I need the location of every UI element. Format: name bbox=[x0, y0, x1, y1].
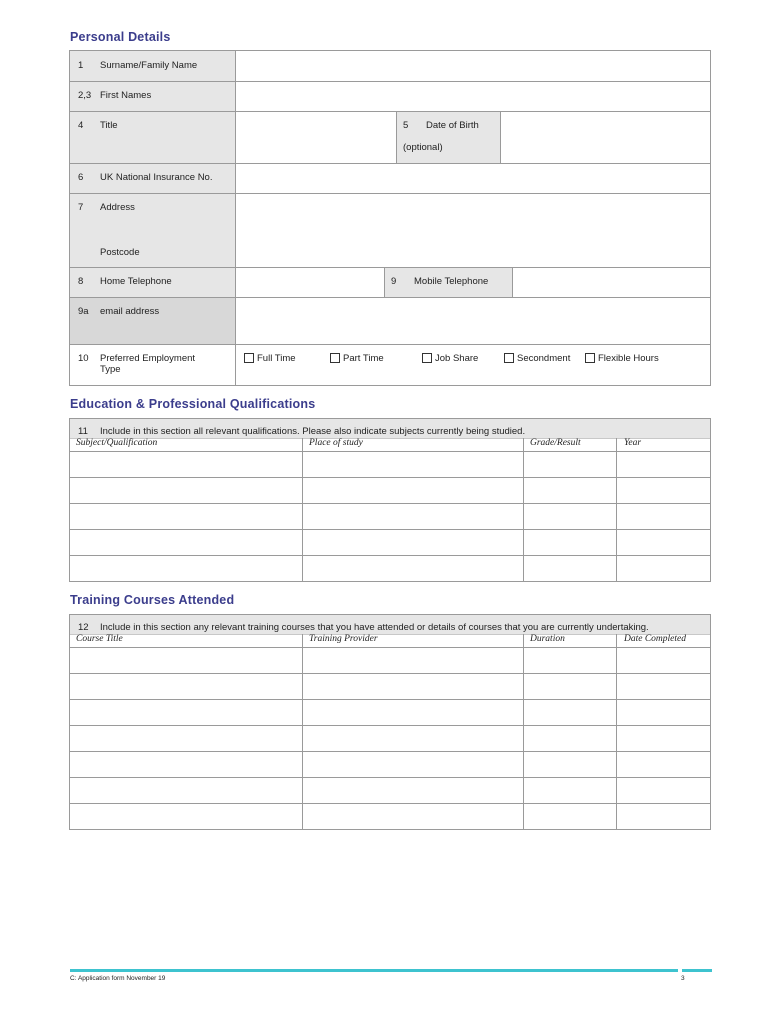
field-11-number: 11 bbox=[78, 426, 88, 437]
title-label: Title bbox=[100, 120, 118, 131]
field-5-number: 5 bbox=[403, 120, 409, 131]
employment-type-label: Preferred Employment bbox=[100, 353, 196, 364]
email-input[interactable] bbox=[237, 298, 710, 343]
education-col-grade: Grade/Result bbox=[530, 438, 581, 448]
footer-rule bbox=[70, 969, 678, 972]
field-10-number: 10 bbox=[78, 353, 89, 364]
ni-number-input[interactable] bbox=[237, 164, 710, 192]
mobile-telephone-input[interactable] bbox=[514, 268, 710, 296]
field-12-number: 12 bbox=[78, 622, 89, 633]
training-rows[interactable] bbox=[70, 648, 710, 828]
education-col-subject: Subject/Qualification bbox=[76, 438, 158, 448]
education-table bbox=[69, 418, 711, 582]
date-of-birth-label: Date of Birth bbox=[426, 120, 479, 131]
employment-type-label-2: Type bbox=[100, 364, 121, 375]
education-instruction: Include in this section all relevant qualifications. Please also indicate subjects currently being studied. bbox=[100, 426, 526, 437]
training-col-provider: Training Provider bbox=[309, 634, 378, 644]
ni-number-label: UK National Insurance No. bbox=[100, 172, 213, 183]
secondment-checkbox[interactable] bbox=[504, 353, 514, 363]
field-6-number: 6 bbox=[78, 172, 84, 183]
field-9a-number: 9a bbox=[78, 306, 89, 317]
home-telephone-label: Home Telephone bbox=[100, 276, 172, 287]
training-instruction: Include in this section any relevant training courses that you have attended or details of courses that you are currently undertaking. bbox=[100, 622, 649, 633]
education-heading: Education & Professional Qualifications bbox=[70, 397, 316, 411]
date-of-birth-optional: (optional) bbox=[403, 142, 443, 153]
job-share-label: Job Share bbox=[435, 353, 479, 364]
education-rows[interactable] bbox=[70, 452, 710, 580]
address-label: Address bbox=[100, 202, 135, 213]
education-col-place: Place of study bbox=[309, 438, 363, 448]
label-column-last bbox=[70, 344, 236, 385]
secondment-label: Secondment bbox=[517, 353, 571, 364]
training-col-date: Date Completed bbox=[624, 634, 687, 644]
label-email-bg bbox=[70, 297, 236, 344]
mobile-telephone-label: Mobile Telephone bbox=[414, 276, 489, 287]
home-telephone-input[interactable] bbox=[237, 268, 383, 296]
field-8-number: 8 bbox=[78, 276, 84, 287]
field-9-number: 9 bbox=[391, 276, 397, 287]
job-share-checkbox[interactable] bbox=[422, 353, 432, 363]
flexible-hours-label: Flexible Hours bbox=[598, 353, 659, 364]
address-input[interactable] bbox=[237, 194, 710, 266]
part-time-label: Part Time bbox=[343, 353, 384, 364]
training-table bbox=[69, 614, 711, 830]
page-number: 3 bbox=[681, 975, 685, 982]
training-col-course: Course Title bbox=[76, 634, 123, 644]
personal-details-table bbox=[69, 50, 711, 386]
footer-text: C: Application form November 19 bbox=[70, 975, 166, 982]
email-label: email address bbox=[100, 306, 160, 317]
personal-details-heading: Personal Details bbox=[70, 30, 171, 44]
full-time-checkbox[interactable] bbox=[244, 353, 254, 363]
date-of-birth-input[interactable] bbox=[502, 112, 710, 162]
field-23-number: 2,3 bbox=[78, 90, 92, 101]
field-4-number: 4 bbox=[78, 120, 84, 131]
field-7-number: 7 bbox=[78, 202, 84, 213]
dob-label-cell bbox=[396, 111, 501, 163]
field-1-number: 1 bbox=[78, 60, 84, 71]
part-time-checkbox[interactable] bbox=[330, 353, 340, 363]
postcode-label: Postcode bbox=[100, 247, 140, 258]
title-input[interactable] bbox=[237, 112, 395, 162]
training-heading: Training Courses Attended bbox=[70, 593, 235, 607]
surname-input[interactable] bbox=[237, 52, 710, 80]
footer-rule-right bbox=[682, 969, 712, 972]
surname-label: Surname/Family Name bbox=[100, 60, 198, 71]
flexible-hours-checkbox[interactable] bbox=[585, 353, 595, 363]
first-names-label: First Names bbox=[100, 90, 152, 101]
full-time-label: Full Time bbox=[257, 353, 296, 364]
education-col-year: Year bbox=[624, 438, 642, 448]
training-col-duration: Duration bbox=[530, 634, 565, 644]
first-names-input[interactable] bbox=[237, 82, 710, 110]
